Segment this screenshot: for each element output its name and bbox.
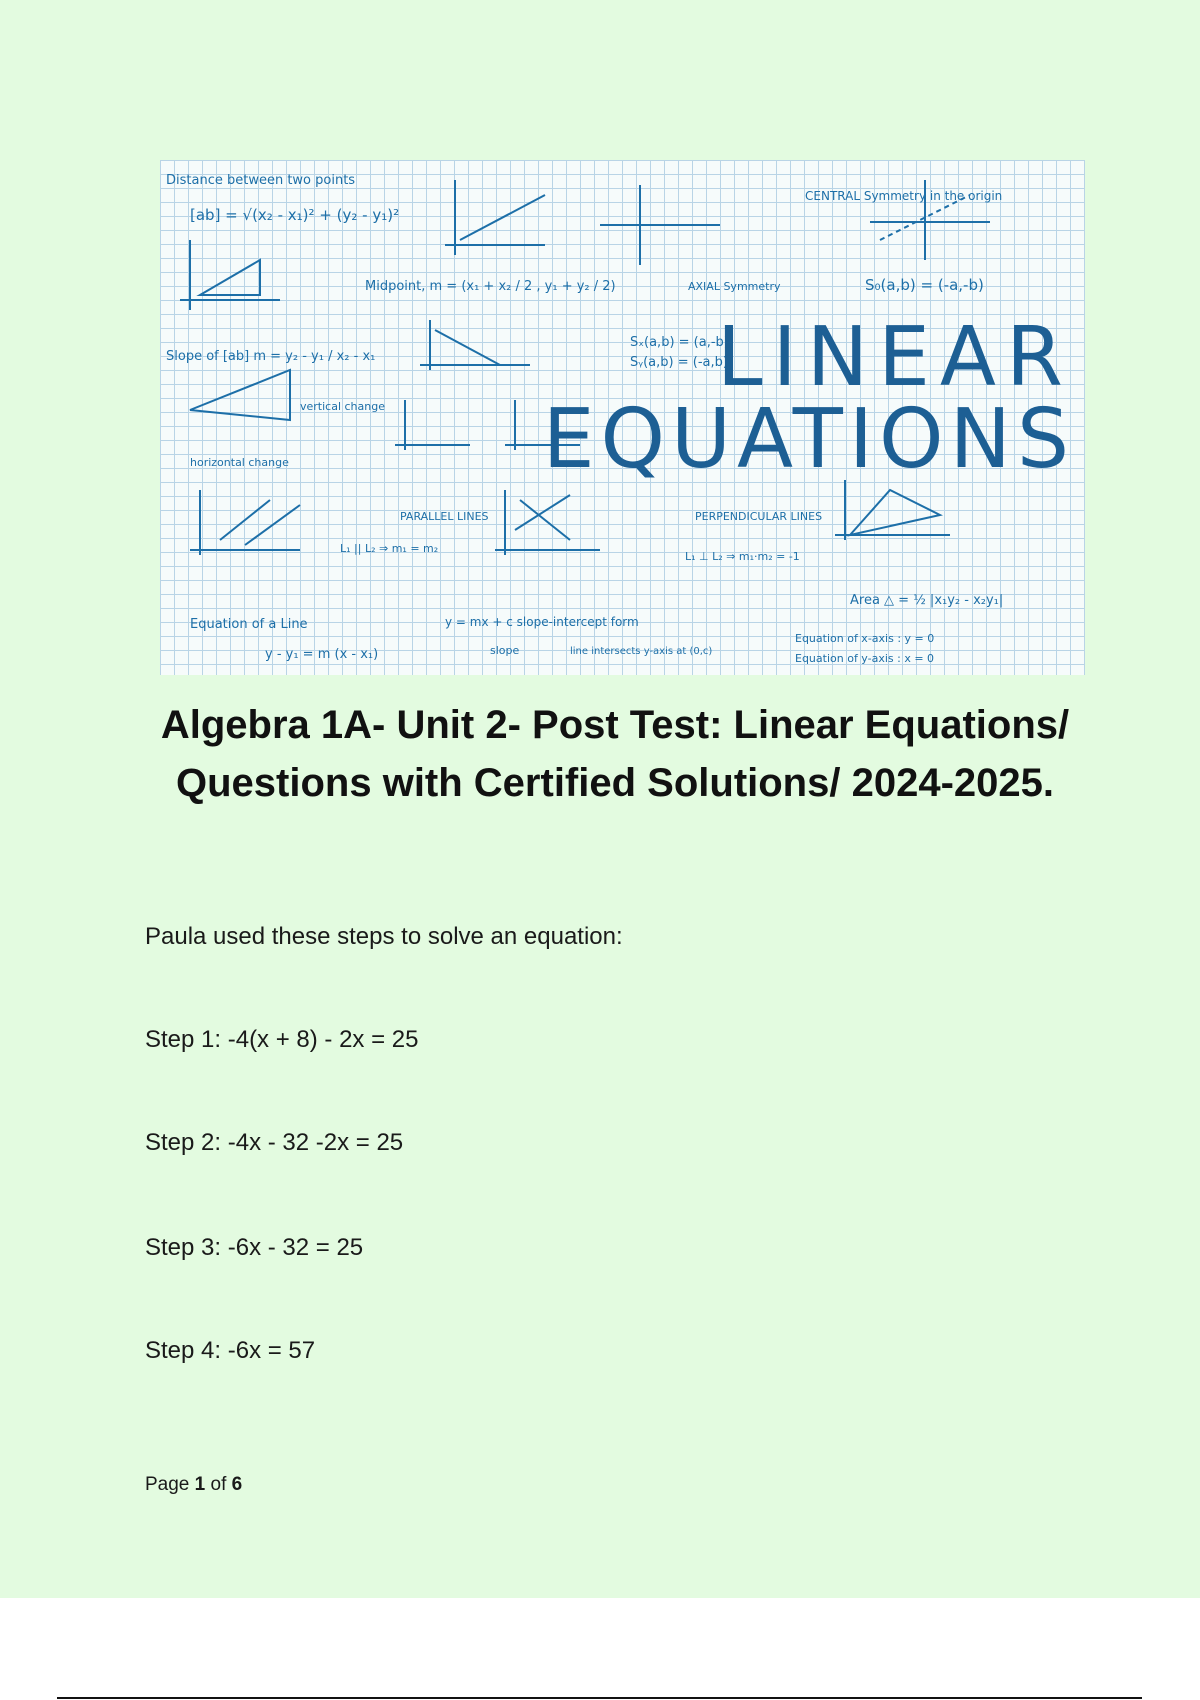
- area-triangle: [850, 490, 940, 535]
- perpendicular-lines-note: PERPENDICULAR LINES: [695, 510, 823, 523]
- page-total: 6: [231, 1474, 243, 1495]
- y-axis-equation: Equation of y-axis : x = 0: [795, 652, 935, 665]
- banner-title-linear: LINEAR: [716, 310, 1073, 405]
- intercept-note: line intersects y-axis at (0,c): [570, 646, 713, 657]
- central-symmetry-formula: S₀(a,b) = (-a,-b): [865, 276, 984, 294]
- slope-intercept-note: y = mx + c slope-intercept form: [445, 615, 639, 629]
- symmetry-graph-axes: [600, 185, 720, 265]
- perpendicular-lines: [515, 495, 570, 540]
- midpoint-graph-axes: [445, 180, 545, 255]
- x-axis-equation: Equation of x-axis : y = 0: [795, 632, 935, 645]
- positive-slope-axes: [395, 400, 470, 450]
- distance-formula: [ab] = √(x₂ - x₁)² + (y₂ - y₁)²: [190, 206, 400, 224]
- page-of: of: [210, 1474, 227, 1495]
- axial-formula-2: Sᵧ(a,b) = (-a,b): [630, 355, 728, 370]
- step-4: Step 4: -6x = 57: [145, 1337, 316, 1364]
- step-3: Step 3: -6x - 32 = 25: [145, 1234, 364, 1261]
- intro-text: Paula used these steps to solve an equation:: [145, 923, 623, 950]
- step-1: Step 1: -4(x + 8) - 2x = 25: [145, 1026, 419, 1053]
- triangle-graph-axes: [180, 240, 280, 310]
- negative-slope-line: [435, 330, 500, 365]
- banner-title-equations: EQUATIONS: [542, 392, 1075, 487]
- page-number: [145, 1474, 242, 1496]
- slope-triangle: [190, 370, 290, 420]
- slope-label: slope: [490, 644, 520, 657]
- distance-triangle: [200, 260, 260, 295]
- central-symmetry-note: CENTRAL Symmetry in the origin: [805, 189, 1003, 203]
- axial-symmetry-note: AXIAL Symmetry: [688, 280, 781, 293]
- slope-graph-axes: [420, 320, 530, 370]
- linear-equations-banner-image: [160, 160, 1085, 675]
- parallel-graph-axes: [190, 490, 300, 555]
- equation-of-line-note: Equation of a Line: [190, 617, 308, 632]
- vertical-change-note: vertical change: [300, 400, 385, 413]
- parallel-lines: [220, 500, 300, 545]
- page-word: Page: [145, 1474, 190, 1495]
- equation-of-line-formula: y - y₁ = m (x - x₁): [265, 647, 379, 662]
- perpendicular-rule: L₁ ⊥ L₂ ⇒ m₁·m₂ = -1: [685, 550, 800, 563]
- axial-formula-1: Sₓ(a,b) = (a,-b): [630, 335, 729, 350]
- bottom-rule: [57, 1697, 1142, 1699]
- slope-note: Slope of [ab] m = y₂ - y₁ / x₂ - x₁: [166, 349, 376, 364]
- parallel-rule: L₁ || L₂ ⇒ m₁ = m₂: [340, 542, 439, 555]
- area-formula: Area △ = ½ |x₁y₂ - x₂y₁|: [850, 593, 1004, 608]
- distance-note: Distance between two points: [166, 173, 356, 188]
- midpoint-note: Midpoint, m = (x₁ + x₂ / 2 , y₁ + y₂ / 2): [365, 279, 616, 294]
- horizontal-change-note: horizontal change: [190, 456, 289, 469]
- step-2: Step 2: -4x - 32 -2x = 25: [145, 1129, 404, 1156]
- parallel-lines-note: PARALLEL LINES: [400, 510, 489, 523]
- document-title: Algebra 1A- Unit 2- Post Test: Linear Equations/ Questions with Certified Solutions/ 2024-2025.: [160, 703, 1070, 805]
- page-current: 1: [194, 1474, 206, 1495]
- midpoint-line: [460, 195, 545, 240]
